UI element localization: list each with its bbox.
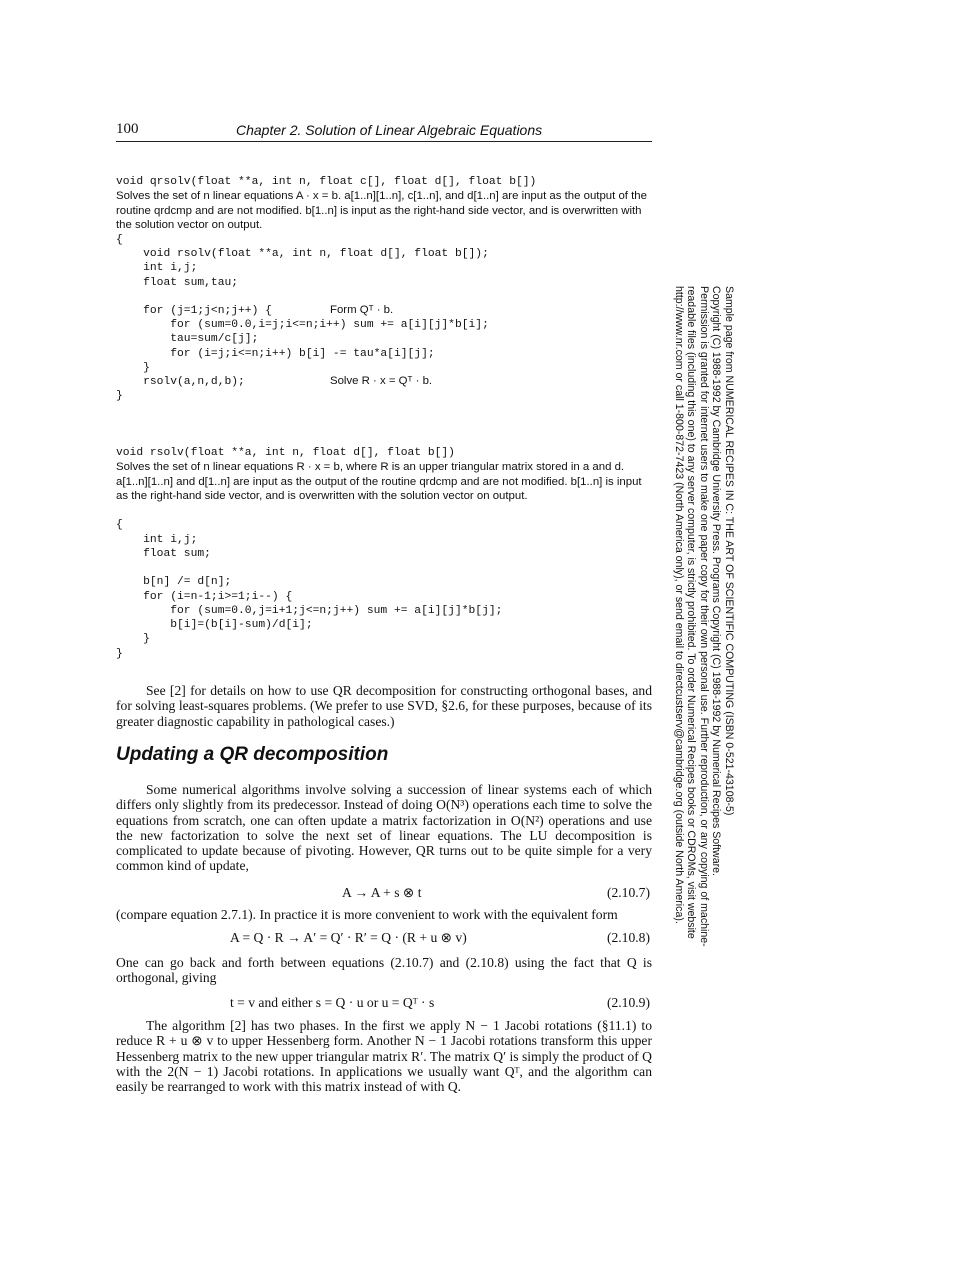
qrsolv-code-line: for (sum=0.0,i=j;i<=n;i++) sum += a[i][j]*b[i]; xyxy=(116,319,489,331)
rsolv-code-line: for (sum=0.0,j=i+1;j<=n;j++) sum += a[i][j]*b[j]; xyxy=(116,605,503,617)
qrsolv-code-line: } xyxy=(116,390,123,402)
rsolv-signature: void rsolv(float **a, int n, float d[], float b[]) xyxy=(116,447,455,459)
paragraph-one: One can go back and forth between equations (2.10.7) and (2.10.8) using the fact that Q is orthogonal, giving xyxy=(116,955,652,986)
qrsolv-code-line: float sum,tau; xyxy=(116,277,239,289)
equation-2-10-7 xyxy=(116,885,652,903)
qrsolv-code-line: rsolv(a,n,d,b); xyxy=(116,376,245,388)
rsolv-code-line: int i,j; xyxy=(116,534,198,546)
qrsolv-description: Solves the set of n linear equations A · x = b. a[1..n][1..n], c[1..n], and d[1..n] are input as the output of the routine qrdcmp and are not modified. b[1..n] is input as the right-hand side vector, and is overwritten with the solution vector on output. xyxy=(116,190,647,231)
qrsolv-code-line: void rsolv(float **a, int n, float d[], float b[]); xyxy=(116,248,489,260)
qrsolv-code-line: tau=sum/c[j]; xyxy=(116,333,259,345)
copyright-line: Copyright (C) 1988-1992 by Cambridge University Press. Programs Copyright (C) 1988-1992 by Numerical Recipes Software. xyxy=(710,286,723,876)
equation-2-10-8 xyxy=(116,930,652,948)
equation-body: t = v and either s = Q · u or u = Qᵀ · s xyxy=(230,995,435,1010)
chapter-title: Chapter 2. Solution of Linear Algebraic Equations xyxy=(236,122,543,138)
equation-body: A → A + s ⊗ t xyxy=(342,885,422,900)
rsolv-code-line: } xyxy=(116,648,123,660)
paragraph-algorithm: The algorithm [2] has two phases. In the first we apply N − 1 Jacobi rotations (§11.1) to reduce R + u ⊗ v to upper Hessenberg form. Another N − 1 Jacobi rotations transform this upper Hessenberg matrix to the new upper triangular matrix R′. The matrix Q′ is simply the product of Q with the 2(N − 1) Jacobi rotations. In applications we usually want Qᵀ, and the algorithm can easily be rearranged to work with this matrix instead of with Q. xyxy=(116,1018,652,1095)
equation-number: (2.10.7) xyxy=(606,885,650,900)
paragraph-see: See [2] for details on how to use QR decomposition for constructing orthogonal bases, and for solving least-squares problems. (We prefer to use SVD, §2.6, for these purposes, because of its greater diagnostic capability in pathological cases.) xyxy=(116,683,652,729)
qrsolv-code-line: int i,j; xyxy=(116,262,198,274)
copyright-line: http://www.nr.com or call 1-800-872-7423 (North America only), or send email to directcustserv@cambridge.org (outside North America). xyxy=(672,286,685,924)
equation-2-10-9 xyxy=(116,995,652,1013)
page-number: 100 xyxy=(116,121,139,137)
copyright-line: Permission is granted for internet users to make one paper copy for their own personal use. Further reproduction, or any copying of machine- xyxy=(697,286,710,947)
rsolv-description: Solves the set of n linear equations R · x = b, where R is an upper triangular matrix stored in a and d. a[1..n][1..n] and d[1..n] are input as the output of the routine qrdcmp and are not modified. b[1..n] is input as the right-hand side vector, and is overwritten with the solution vector on output. xyxy=(116,461,642,502)
paragraph-some: Some numerical algorithms involve solving a succession of linear systems each of which differs only slightly from its predecessor. Instead of doing O(N³) operations each time to solve the equations from scratch, one can often update a matrix factorization in O(N²) operations and use the new factorization to solve the next set of linear equations. The LU decomposition is complicated to update because of pivoting. However, QR turns out to be quite simple for a very common kind of update, xyxy=(116,782,652,874)
equation-number: (2.10.8) xyxy=(606,930,650,945)
equation-number: (2.10.9) xyxy=(606,995,650,1010)
copyright-line: Sample page from NUMERICAL RECIPES IN C: THE ART OF SCIENTIFIC COMPUTING (ISBN 0-521-43108-5) xyxy=(723,286,735,816)
qrsolv-signature: void qrsolv(float **a, int n, float c[], float d[], float b[]) xyxy=(116,176,537,188)
qrsolv-code-line: { xyxy=(116,234,123,246)
rsolv-code-line: for (i=n-1;i>=1;i--) { xyxy=(116,591,293,603)
section-heading: Updating a QR decomposition xyxy=(116,744,389,765)
code-comment-solve: Solve R · x = Qᵀ · b. xyxy=(330,375,433,387)
rsolv-code-line: { xyxy=(116,519,123,531)
page-header xyxy=(116,121,652,142)
rsolv-code-line: float sum; xyxy=(116,548,211,560)
copyright-line: readable files (including this one) to any server computer, is strictly prohibited. To order Numerical Recipes books or CDROMs, visit website xyxy=(685,286,698,939)
code-comment-form: Form Qᵀ · b. xyxy=(330,304,394,316)
qrsolv-code-line: } xyxy=(116,362,150,374)
rsolv-code-line: b[i]=(b[i]-sum)/d[i]; xyxy=(116,619,313,631)
qrsolv-code-line: for (i=j;i<=n;i++) b[i] -= tau*a[i][j]; xyxy=(116,348,435,360)
paragraph-compare: (compare equation 2.7.1). In practice it is more convenient to work with the equivalent form xyxy=(116,907,618,922)
equation-body: A = Q · R → A′ = Q′ · R′ = Q · (R + u ⊗ v) xyxy=(230,930,467,945)
rsolv-code-line: } xyxy=(116,633,150,645)
rsolv-code-line: b[n] /= d[n]; xyxy=(116,576,232,588)
qrsolv-code-line: for (j=1;j<n;j++) { xyxy=(116,305,272,317)
